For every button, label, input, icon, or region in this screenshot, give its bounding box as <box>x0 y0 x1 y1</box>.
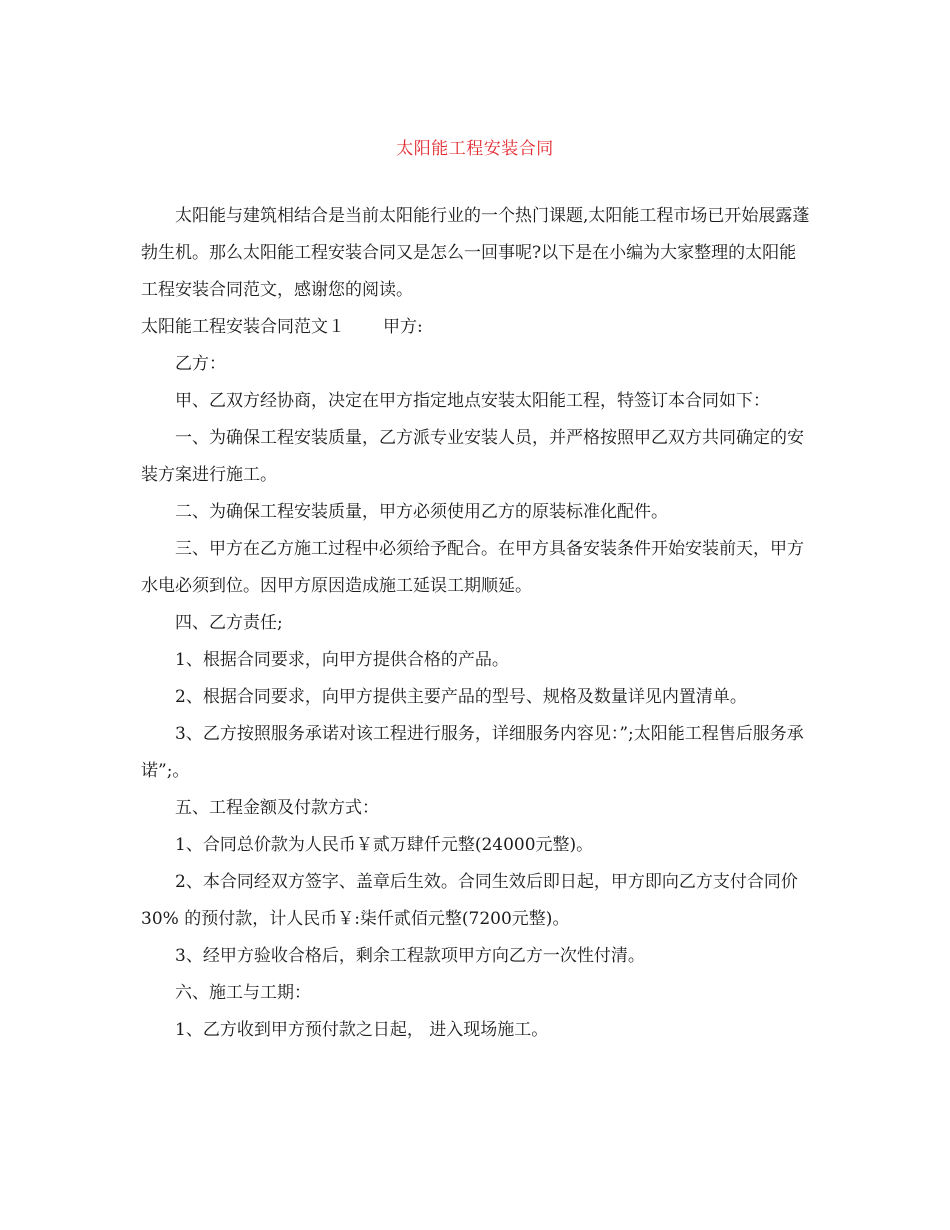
clause-item: 1、乙方收到甲方预付款之日起， 进入现场施工。 <box>175 1020 549 1040</box>
section-heading: 四、乙方责任; <box>175 613 283 633</box>
sample-heading: 太阳能工程安装合同范文１ <box>141 317 345 337</box>
clause-item: 1、根据合同要求，向甲方提供合格的产品。 <box>175 650 509 670</box>
section-heading: 五、工程金额及付款方式： <box>175 798 379 818</box>
clause-item: 3、经甲方验收合格后，剩余工程款项甲方向乙方一次性付清。 <box>175 946 645 966</box>
clause-paragraph: 甲、乙双方经协商，决定在甲方指定地点安装太阳能工程，特签订本合同如下： <box>175 391 770 411</box>
clause-item: 2、本合同经双方签字、盖章后生效。合同生效后即日起，甲方即向乙方支付合同价30% 的预付款，计人民币￥:柒仟贰佰元整(7200元整)。 <box>141 872 798 929</box>
clause-paragraph: 一、为确保工程安装质量，乙方派专业安装人员，并严格按照甲乙双方共同确定的安装方案进行施工。 <box>141 428 804 485</box>
section-heading: 六、施工与工期： <box>175 983 311 1003</box>
clause-paragraph: 三、甲方在乙方施工过程中必须给予配合。在甲方具备安装条件开始安装前天，甲方水电必须到位。因甲方原因造成施工延误工期顺延。 <box>141 539 804 596</box>
party-a-label: 甲方: <box>383 317 423 337</box>
document-title: 太阳能工程安装合同 <box>396 139 554 159</box>
sample-heading-line <box>141 309 813 346</box>
clause-item: 3、乙方按照服务承诺对该工程进行服务，详细服务内容见：”;太阳能工程售后服务承诺”;。 <box>141 724 804 781</box>
document-body <box>141 198 813 1049</box>
clause-item: 2、根据合同要求，向甲方提供主要产品的型号、规格及数量详见内置清单。 <box>175 687 747 707</box>
party-b-label: 乙方： <box>175 354 226 374</box>
intro-paragraph: 太阳能与建筑相结合是当前太阳能行业的一个热门课题,太阳能工程市场已开始展露蓬勃生机。那么太阳能工程安装合同又是怎么一回事呢?以下是在小编为大家整理的太阳能工程安装合同范文，感谢您的阅读。 <box>141 206 810 300</box>
clause-item: 1、合同总价款为人民币￥贰万肆仟元整(24000元整)。 <box>175 835 594 855</box>
clause-paragraph: 二、为确保工程安装质量，甲方必须使用乙方的原装标准化配件。 <box>175 502 668 522</box>
